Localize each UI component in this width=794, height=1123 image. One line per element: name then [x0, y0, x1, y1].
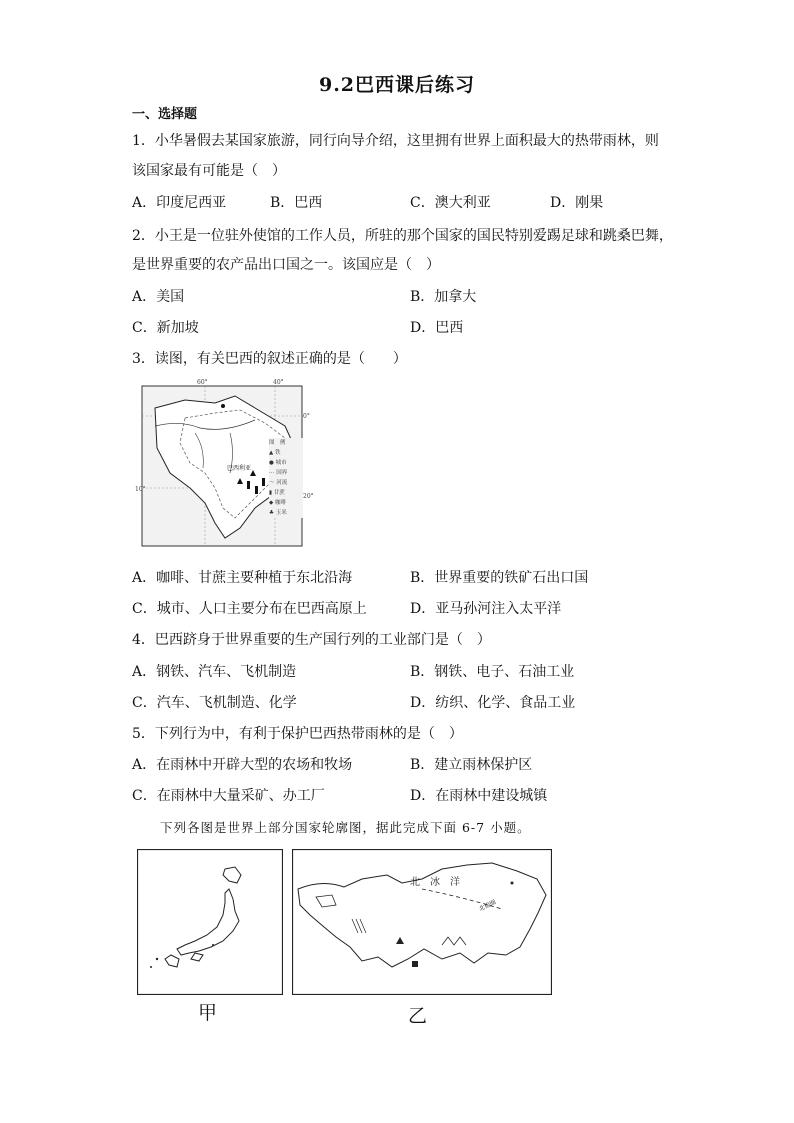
q1-option-a: A．印度尼西亚 — [132, 195, 227, 211]
q5-option-b: B．建立雨林保护区 — [410, 757, 533, 773]
q2-option-c: C．新加坡 — [132, 320, 199, 336]
place-label-brasilia: 巴西利亚 — [227, 465, 252, 472]
map-yi-figure — [292, 849, 552, 995]
brazil-legend — [269, 438, 303, 518]
q5-option-c: C．在雨林中大量采矿、办工厂 — [132, 788, 325, 804]
q1-option-c: C．澳大利亚 — [410, 195, 491, 211]
page-title: 9.2巴西课后练习 — [318, 74, 476, 96]
question-2-line-1: 2．小王是一位驻外使馆的工作人员，所驻的那个国家的国民特别爱踢足球和跳桑巴舞， — [132, 228, 673, 244]
map-yi-ocean-label: 北 冰 洋 — [410, 877, 460, 888]
q3-option-d: D．亚马孙河注入太平洋 — [410, 601, 562, 617]
q2-option-d: D．巴西 — [410, 320, 464, 336]
map-yi-label: 乙 — [408, 1005, 428, 1027]
figure-caption: 下列各图是世界上部分国家轮廓图，据此完成下面 6-7 小题。 — [160, 820, 531, 835]
section-heading: 一、选择题 — [132, 107, 198, 122]
question-1-line-1: 1．小华暑假去某国家旅游，同行向导介绍，这里拥有世界上面积最大的热带雨林，则 — [132, 133, 659, 149]
lat-label-10: 10° — [135, 486, 146, 493]
map-jia-label: 甲 — [198, 1002, 218, 1024]
q4-option-d: D．纺织、化学、食品工业 — [410, 695, 576, 711]
q5-option-d: D．在雨林中建设城镇 — [410, 788, 548, 804]
legend-item-river: ～ 河流 — [269, 480, 288, 486]
lat-label-20: 20° — [303, 493, 314, 500]
q3-option-c: C．城市、人口主要分布在巴西高原上 — [132, 601, 367, 617]
question-5-line-1: 5．下列行为中，有利于保护巴西热带雨林的是（ ） — [132, 726, 463, 742]
legend-item-coffee: ◆ 咖啡 — [269, 500, 286, 506]
question-4-line-1: 4．巴西跻身于世界重要的生产国行列的工业部门是（ ） — [132, 632, 491, 648]
question-2-line-2: 是世界重要的农产品出口国之一。该国应是（ ） — [132, 257, 440, 273]
q4-option-b: B．钢铁、电子、石油工业 — [410, 664, 575, 680]
brazil-map-legend — [305, 430, 315, 440]
legend-title: 图 例 — [269, 440, 286, 446]
map-yi-arctic-circle-label: 北极圈 — [477, 898, 498, 913]
q3-option-a: A．咖啡、甘蔗主要种植于东北沿海 — [132, 570, 353, 586]
q3-option-b: B．世界重要的铁矿石出口国 — [410, 570, 589, 586]
legend-item-iron: ▲ 铁 — [269, 450, 281, 456]
legend-item-border: ⋯ 国界 — [269, 470, 288, 476]
q2-option-a: A．美国 — [132, 289, 185, 305]
q5-option-a: A．在雨林中开辟大型的农场和牧场 — [132, 757, 353, 773]
legend-item-sugarcane: ▮ 甘蔗 — [269, 490, 285, 496]
lat-label-0: 0° — [303, 413, 310, 420]
q1-option-d: D．刚果 — [550, 195, 604, 211]
q4-option-c: C．汽车、飞机制造、化学 — [132, 695, 297, 711]
question-1-line-2: 该国家最有可能是（ ） — [132, 163, 286, 179]
lon-label-40: 40° — [273, 379, 284, 386]
legend-item-city: ● 城市 — [269, 460, 287, 466]
lon-label-60: 60° — [197, 379, 208, 386]
q1-option-b: B．巴西 — [270, 195, 323, 211]
map-jia-figure — [137, 849, 283, 995]
q4-option-a: A．钢铁、汽车、飞机制造 — [132, 664, 297, 680]
q2-option-b: B．加拿大 — [410, 289, 477, 305]
question-3-line-1: 3．读图，有关巴西的叙述正确的是（ ） — [132, 351, 407, 367]
legend-item-corn: ♣ 玉米 — [269, 510, 287, 516]
